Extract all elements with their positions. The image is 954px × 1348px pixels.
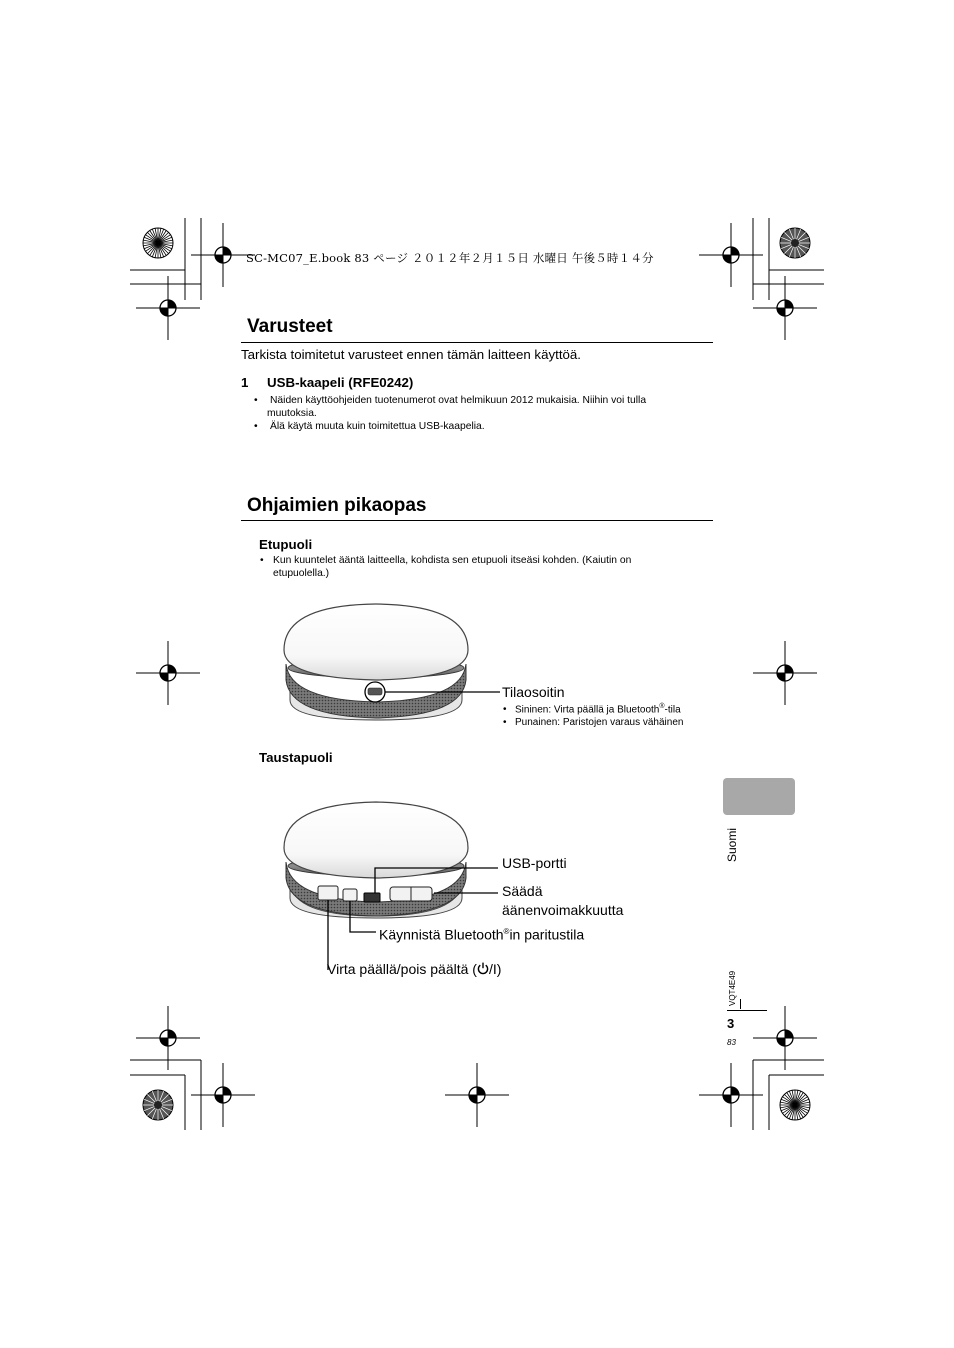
front-note: • Kun kuuntelet ääntä laitteella, kohdista sen etupuoli itseäsi kohden. (Kaiutin on etupuolella.) [260, 555, 632, 579]
page-number: 3 [727, 1016, 735, 1031]
list-item: • Älä käytä muuta kuin toimitettua USB-kaapelia. [254, 421, 485, 432]
list-item: • Punainen: Paristojen varaus vähäinen [503, 717, 684, 729]
volume-label: Säädä äänenvoimakkuutta [502, 883, 624, 918]
list-item: • Sininen: Virta päällä ja Bluetooth®-tila [503, 703, 681, 716]
section-title-controls: Ohjaimien pikaopas [247, 495, 427, 516]
back-heading: Taustapuoli [259, 750, 333, 765]
power-switch [318, 886, 338, 900]
language-tab [723, 778, 795, 815]
front-heading: Etupuoli [259, 537, 313, 552]
bullet: • [254, 395, 258, 406]
power-label: Virta päällä/pois päältä ( /I) [327, 961, 502, 977]
book-page-number: 83 [727, 1038, 736, 1047]
power-icon [477, 962, 489, 975]
list-item: • Näiden käyttöohjeiden tuotenumerot ovat helmikuun 2012 mukaisia. Niihin voi tulla [254, 395, 647, 406]
accessory-name: USB-kaapeli (RFE0242) [267, 375, 414, 390]
page-rule [727, 1010, 767, 1011]
print-header: SC-MC07_E.book 83 ページ ２０１２年２月１５日 水曜日 午後５時１４分 [246, 251, 654, 265]
status-indicator-label: Tilaosoitin [502, 684, 565, 700]
usb-port [364, 893, 380, 902]
pairing-label: Käynnistä Bluetooth®in paritustila [379, 926, 585, 943]
accessory-number: 1 [241, 375, 249, 390]
doc-code-divider [740, 999, 741, 1009]
section-title-accessories: Varusteet [247, 316, 333, 337]
list-item-continuation: muutoksia. [267, 408, 317, 419]
pairing-button [343, 889, 357, 901]
usb-port-label: USB-portti [502, 855, 567, 871]
bullet: • [254, 421, 258, 432]
bullet: • [260, 555, 264, 566]
doc-code: VQT4E49 [728, 970, 737, 1006]
accessories-intro: Tarkista toimitetut varusteet ennen tämän laitteen käyttöä. [241, 347, 581, 362]
language-label: Suomi [725, 827, 739, 862]
